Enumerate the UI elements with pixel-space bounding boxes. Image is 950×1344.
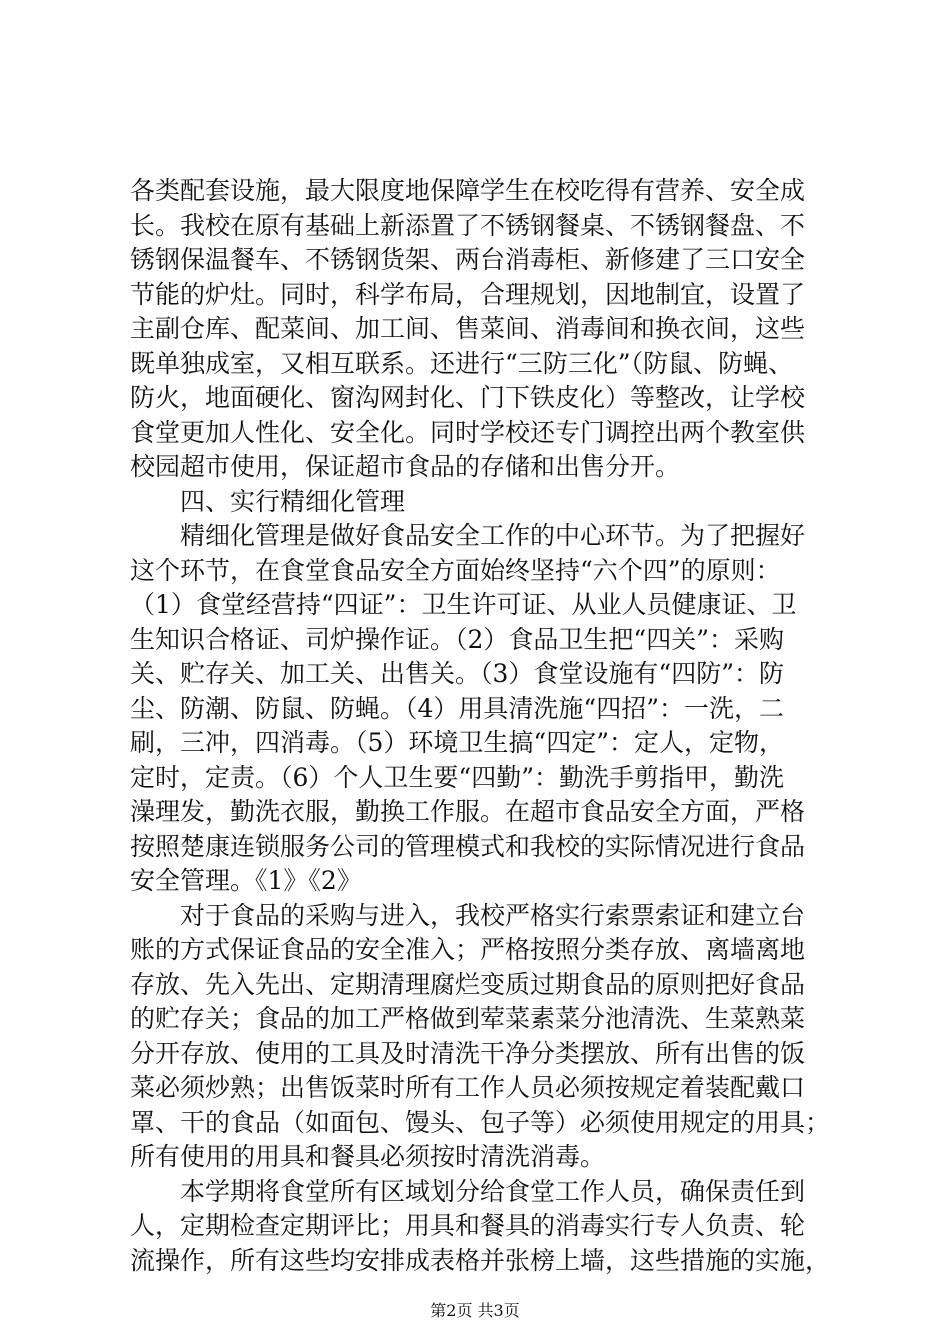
text-line: 按照楚康连锁服务公司的管理模式和我校的实际情况进行食品 [130, 831, 806, 861]
text-line: 食堂更加人性化、安全化。同时学校还专门调控出两个教室供 [130, 417, 806, 447]
text-line: 人，定期检查定期评比；用具和餐具的消毒实行专人负责、轮 [130, 1211, 806, 1240]
text-line: 关、贮存关、加工关、出售关。（3）食堂设施有“四防”：防 [130, 659, 784, 688]
text-line: 澡理发，勤洗衣服，勤换工作服。在超市食品安全方面，严格 [130, 797, 806, 826]
text-line: 本学期将食堂所有区域划分给食堂工作人员，确保责任到 [130, 1176, 806, 1206]
section-heading: 四、实行精细化管理 [130, 486, 406, 516]
text-line: 的贮存关；食品的加工严格做到荤菜素菜分池清洗、生菜熟菜 [130, 1004, 806, 1033]
text-line: 安全管理。《1》《2》 [130, 866, 362, 895]
text-line: 锈钢保温餐车、不锈钢货架、两台消毒柜、新修建了三口安全 [130, 245, 806, 274]
text-line: 刷，三冲，四消毒。（5）环境卫生搞“四定”：定人，定物， [130, 728, 784, 757]
text-line: 菜必须炒熟；出售饭菜时所有工作人员必须按规定着装配戴口 [130, 1073, 806, 1102]
text-line: 所有使用的用具和餐具必须按时清洗消毒。 [130, 1142, 606, 1171]
text-line: 尘、防潮、防鼠、防蝇。（4）用具清洗施“四招”：一洗，二 [130, 693, 784, 723]
text-line: 分开存放、使用的工具及时清洗干净分类摆放、所有出售的饭 [130, 1038, 806, 1068]
text-line: 各类配套设施，最大限度地保障学生在校吃得有营养、安全成 [130, 176, 806, 205]
text-line: 长。我校在原有基础上新添置了不锈钢餐桌、不锈钢餐盘、不 [130, 210, 806, 240]
page-number-label: 第2页 共3页 [430, 1301, 520, 1320]
text-line: 对于食品的采购与进入，我校严格实行索票索证和建立台 [130, 900, 806, 930]
text-line: 罩、干的食品（如面包、馒头、包子等）必须使用规定的用具； [130, 1107, 831, 1137]
text-line: 生知识合格证、司炉操作证。（2）食品卫生把“四关”：采购 [130, 624, 784, 654]
text-line: 主副仓库、配菜间、加工间、售菜间、消毒间和换衣间，这些 [130, 314, 806, 343]
text-line: 流操作，所有这些均安排成表格并张榜上墙，这些措施的实施， [130, 1245, 831, 1275]
text-line: 防火，地面硬化、窗沟网封化、门下铁皮化）等整改，让学校 [130, 383, 806, 412]
text-line: 校园超市使用，保证超市食品的存储和出售分开。 [130, 452, 681, 481]
document-body [130, 174, 830, 1278]
text-line: （1）食堂经营持“四证”：卫生许可证、从业人员健康证、卫 [130, 590, 797, 619]
text-line: 节能的炉灶。同时，科学布局，合理规划，因地制宜，设置了 [130, 279, 806, 309]
text-line: 精细化管理是做好食品安全工作的中心环节。为了把握好 [130, 521, 806, 550]
text-line: 定时，定责。（6）个人卫生要“四勤”：勤洗手剪指甲，勤洗 [130, 762, 784, 792]
text-line: 既单独成室，又相互联系。还进行“三防三化”（防鼠、防蝇、 [130, 348, 794, 378]
page-footer [0, 1301, 950, 1321]
text-line: 存放、先入先出、定期清理腐烂变质过期食品的原则把好食品 [130, 969, 806, 999]
text-line: 这个环节，在食堂食品安全方面始终坚持“六个四”的原则： [130, 555, 781, 585]
text-line: 账的方式保证食品的安全准入；严格按照分类存放、离墙离地 [130, 935, 806, 964]
